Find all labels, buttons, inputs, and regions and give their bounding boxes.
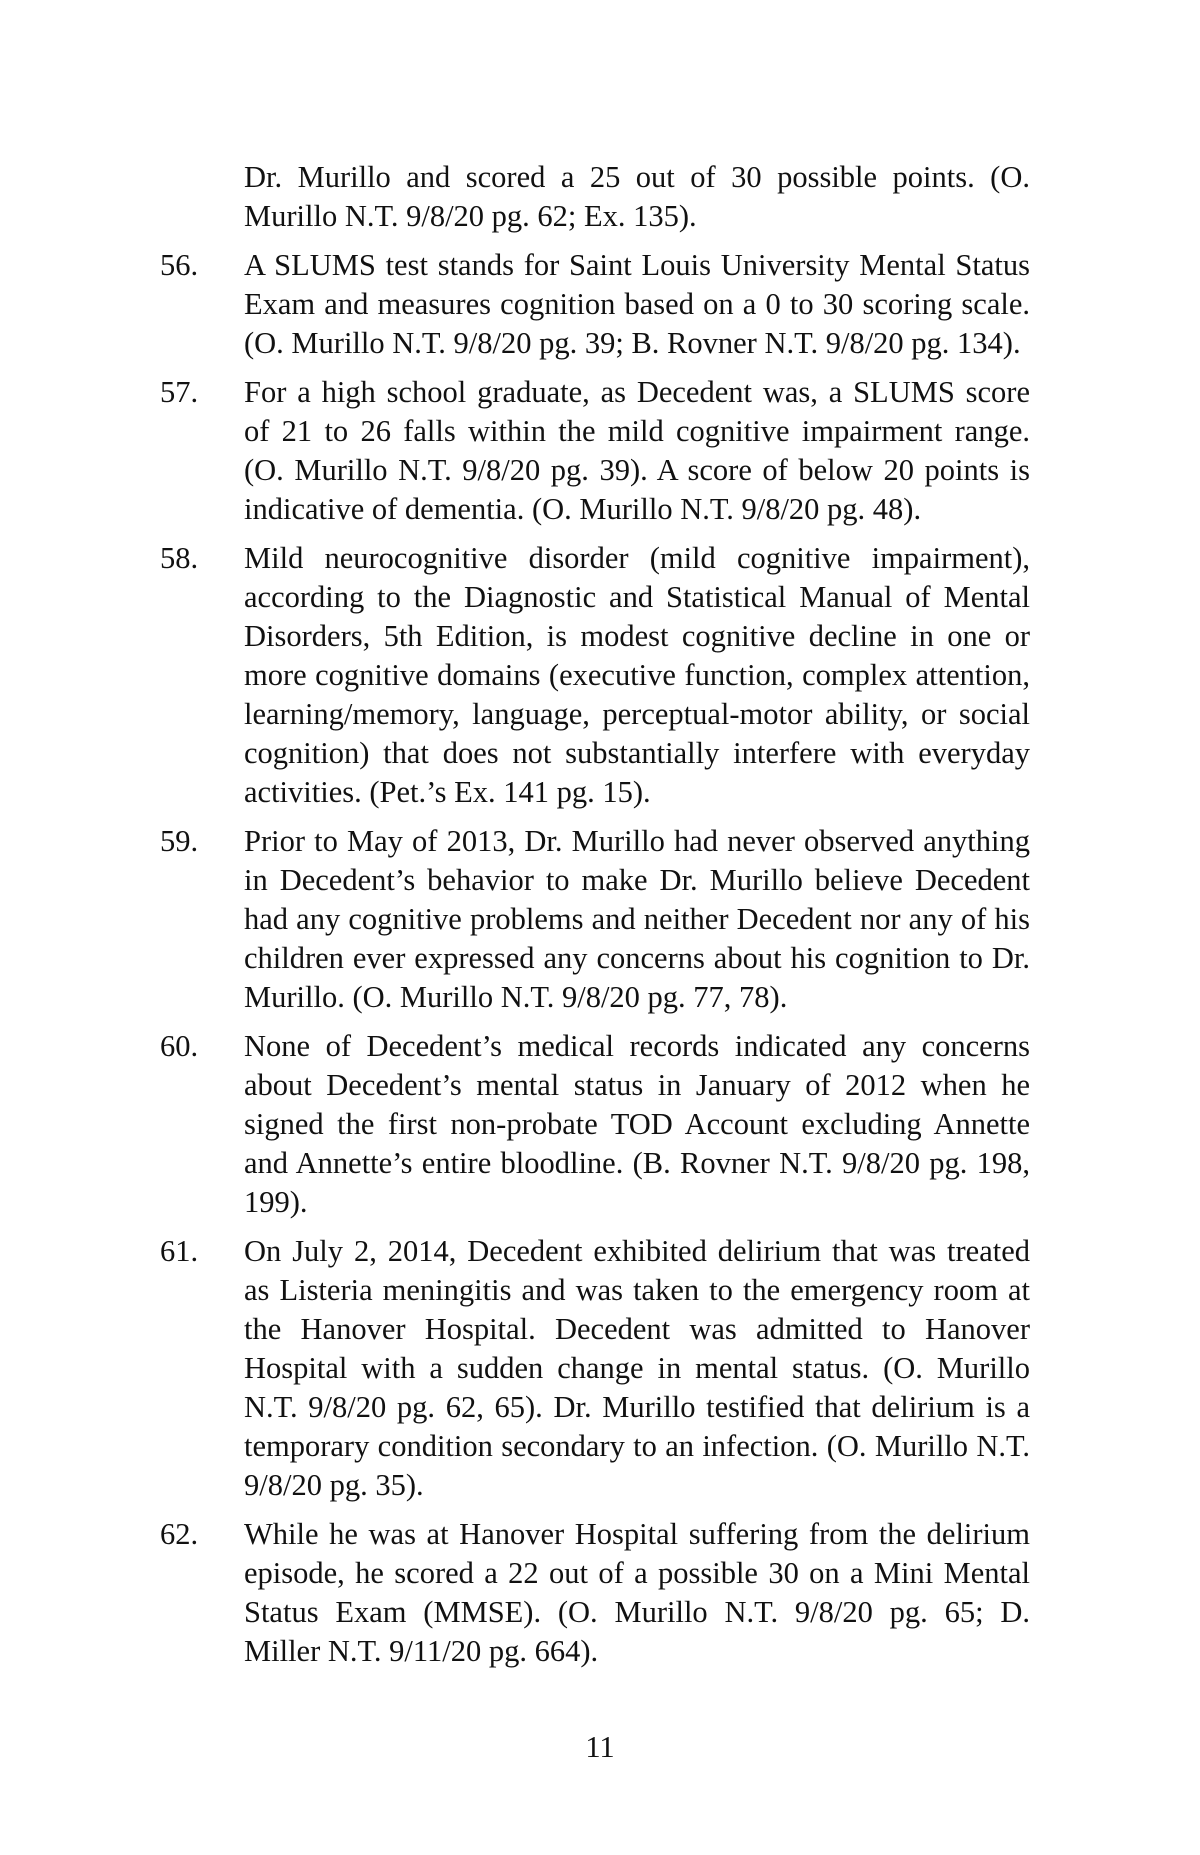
paragraph-61 [160,1232,1030,1505]
paragraph-57 [160,373,1030,529]
paragraph-60 [160,1027,1030,1222]
paragraph-text: For a high school graduate, as Decedent was, a SLUMS score of 21 to 26 falls within the mild cognitive impairment range. (O. Murillo N.T. 9/8/20 pg. 39). A score of below 20 points is indicative of dementia. (O. Murillo N.T. 9/8/20 pg. 48). [244,375,1030,526]
paragraph-text: On July 2, 2014, Decedent exhibited delirium that was treated as Listeria meningitis and was taken to the emergency room at the Hanover Hospital. Decedent was admitted to Hanover Hospital with a sudden change in mental status. (O. Murillo N.T. 9/8/20 pg. 62, 65). Dr. Murillo testified that delirium is a temporary condition secondary to an infection. (O. Murillo N.T. 9/8/20 pg. 35). [244,1234,1030,1502]
paragraph-number: 59. [160,824,199,858]
paragraph-text: Mild neurocognitive disorder (mild cognitive impairment), according to the Diagnostic and Statistical Manual of Mental Disorders, 5th Edition, is modest cognitive decline in one or more cognitive domains (executive function, complex attention, learning/memory, language, perceptual-motor ability, or social cognition) that does not substantially interfere with everyday activities. (Pet.’s Ex. 141 pg. 15). [244,541,1030,809]
paragraph-text: A SLUMS test stands for Saint Louis University Mental Status Exam and measures cognition based on a 0 to 30 scoring scale. (O. Murillo N.T. 9/8/20 pg. 39; B. Rovner N.T. 9/8/20 pg. 134). [244,248,1030,360]
paragraph-number: 60. [160,1029,199,1063]
paragraph-56 [160,246,1030,363]
paragraph-text: Prior to May of 2013, Dr. Murillo had never observed anything in Decedent’s behavior to make Dr. Murillo believe Decedent had any cognitive problems and neither Decedent nor any of his children ever expressed any concerns about his cognition to Dr. Murillo. (O. Murillo N.T. 9/8/20 pg. 77, 78). [244,824,1030,1014]
paragraph-number: 57. [160,375,199,409]
paragraph-text: While he was at Hanover Hospital suffering from the delirium episode, he scored a 22 out of a possible 30 on a Mini Mental Status Exam (MMSE). (O. Murillo N.T. 9/8/20 pg. 65; D. Miller N.T. 9/11/20 pg. 664). [244,1517,1030,1668]
paragraph-number: 62. [160,1517,199,1551]
paragraph-number: 61. [160,1234,199,1268]
paragraph-number: 58. [160,541,199,575]
paragraph-59 [160,822,1030,1017]
continued-paragraph: Dr. Murillo and scored a 25 out of 30 possible points. (O. Murillo N.T. 9/8/20 pg. 62; Ex. 135). [244,160,1030,233]
paragraph-number: 56. [160,248,199,282]
paragraph-62 [160,1515,1030,1671]
paragraph-58 [160,539,1030,812]
page-number: 11 [585,1730,615,1764]
body-text [160,158,1030,1681]
paragraph-text: None of Decedent’s medical records indicated any concerns about Decedent’s mental status in January of 2012 when he signed the first non-probate TOD Account excluding Annette and Annette’s entire bloodline. (B. Rovner N.T. 9/8/20 pg. 198, 199). [244,1029,1030,1219]
